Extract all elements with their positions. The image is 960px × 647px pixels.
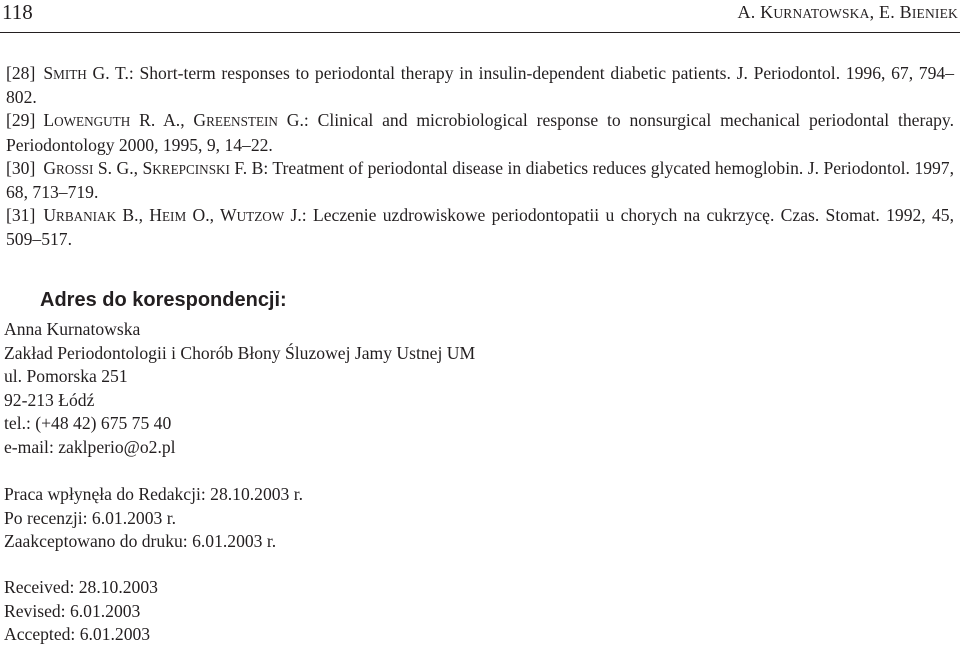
date-line: Praca wpłynęła do Redakcji: 28.10.2003 r. <box>4 484 304 504</box>
reference-text: : Short-term responses to periodontal therapy in insulin-dependent diabetic patients. J. Periodontol. 1996, 67, 794–802. <box>6 63 954 108</box>
running-author: E. BIENIEK <box>879 2 958 22</box>
date-line: Revised: 6.01.2003 <box>4 600 141 621</box>
reference-item: [31] URBANIAK B., HEIM O., WUTZOW J.: Leczenie uzdrowiskowe periodontopatii u chorych na cukrzycę. Czas. Stomat. 1992, 45, 509–517. <box>6 205 954 250</box>
submission-dates-en <box>4 576 158 647</box>
address-line: e-mail: zaklperio@o2.pl <box>4 436 176 457</box>
reference-item <box>6 62 954 109</box>
correspondence-heading: Adres do korespondencji: <box>40 289 287 311</box>
reference-number: [29] <box>6 110 36 131</box>
address-line: 92-213 Łódź <box>4 389 95 410</box>
page-number: 118 <box>2 0 33 24</box>
date-line: Po recenzji: 6.01.2003 r. <box>4 507 176 528</box>
reference-text: : Treatment of periodontal disease in diabetics reduces glycated hemoglobin. J. Periodontol. 1997, 68, 713–719. <box>6 157 954 203</box>
reference-author: GREENSTEIN G. <box>193 110 304 131</box>
date-line: Received: 28.10.2003 <box>4 577 158 597</box>
reference-number: [31] <box>6 205 36 226</box>
running-author: A. KURNATOWSKA <box>737 2 870 22</box>
reference-text: : Clinical and microbiological response to nonsurgical mechanical periodontal therapy. Periodontology 2000, 1995, 9, 14–22. <box>6 110 954 155</box>
address-line: Zakład Periodontologii i Chorób Błony Śluzowej Jamy Ustnej UM <box>4 342 476 363</box>
date-line: Zaakceptowano do druku: 6.01.2003 r. <box>4 531 277 552</box>
date-line: Accepted: 6.01.2003 <box>4 624 151 645</box>
running-head-authors: A. KURNATOWSKA, E. BIENIEK <box>737 2 958 22</box>
address-line: tel.: (+48 42) 675 75 40 <box>4 413 172 434</box>
reference-number: [28] <box>6 63 36 83</box>
reference-author: LOWENGUTH R. A. <box>43 110 181 131</box>
reference-list <box>6 62 954 252</box>
reference-author: WUTZOW J. <box>220 205 302 226</box>
reference-item: [29] LOWENGUTH R. A., GREENSTEIN G.: Clinical and microbiological response to nonsurgical mechanical periodontal therapy. Periodontology 2000, 1995, 9, 14–22. <box>6 110 954 155</box>
address-line: Anna Kurnatowska <box>4 319 141 339</box>
reference-author: HEIM O. <box>149 205 210 226</box>
reference-text: : Leczenie uzdrowiskowe periodontopatii u chorych na cukrzycę. Czas. Stomat. 1992, 45, 509–517. <box>6 205 954 250</box>
reference-author: URBANIAK B. <box>43 205 139 226</box>
reference-item: [30] GROSSI S. G., SKREPCINSKI F. B: Treatment of periodontal disease in diabetics reduces glycated hemoglobin. J. Periodontol. 1997, 68, 713–719. <box>6 157 954 203</box>
header-rule <box>0 32 960 33</box>
reference-author: GROSSI S. G. <box>43 157 134 178</box>
address-line: ul. Pomorska 251 <box>4 366 128 387</box>
reference-author: SKREPCINSKI F. B <box>142 157 264 178</box>
reference-author: SMITH G. T. <box>43 63 129 83</box>
reference-number: [30] <box>6 157 36 178</box>
correspondence-address <box>4 318 475 460</box>
submission-dates-pl <box>4 483 303 554</box>
